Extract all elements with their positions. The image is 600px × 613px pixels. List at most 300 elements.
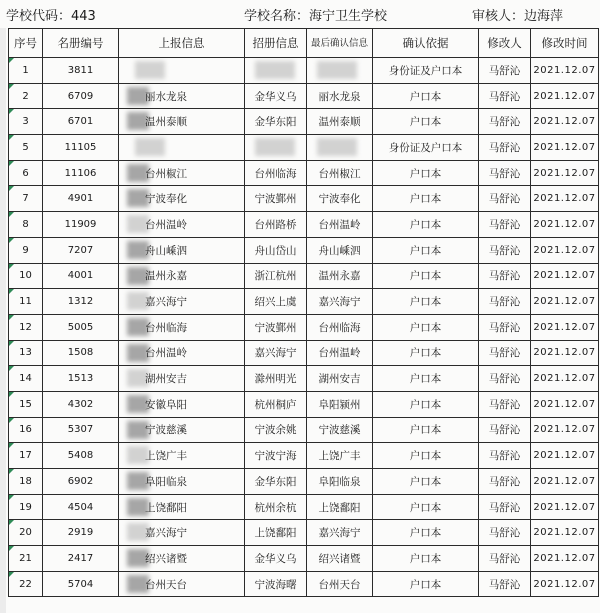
cell-reported-text: 台州天台 xyxy=(145,578,187,591)
cell-flag-icon xyxy=(9,84,14,89)
cell-confirmed[interactable] xyxy=(307,546,373,572)
cell-confirmed-text: 宁波慈溪 xyxy=(318,424,361,437)
cell-reg-no[interactable] xyxy=(43,571,119,597)
table-row xyxy=(9,546,599,572)
cell-date[interactable] xyxy=(531,135,599,161)
cell-seq-text: 11 xyxy=(19,296,32,308)
cell-seq-text: 1 xyxy=(22,64,29,76)
cell-editor[interactable] xyxy=(479,520,531,546)
cell-seq[interactable] xyxy=(9,237,43,263)
cell-reg-no[interactable] xyxy=(43,289,119,315)
cell-seq[interactable] xyxy=(9,546,43,572)
cell-editor[interactable] xyxy=(479,160,531,186)
cell-seq[interactable] xyxy=(9,212,43,238)
cell-editor[interactable] xyxy=(479,340,531,366)
cell-enroll[interactable] xyxy=(245,469,307,495)
cell-reg-no[interactable] xyxy=(43,391,119,417)
cell-basis-text: 身份证及户口本 xyxy=(388,64,463,77)
cell-enroll[interactable] xyxy=(245,212,307,238)
cell-confirmed[interactable] xyxy=(307,391,373,417)
cell-reg-no[interactable] xyxy=(43,109,119,135)
cell-enroll[interactable] xyxy=(245,391,307,417)
cell-reg-no[interactable] xyxy=(43,520,119,546)
cell-reported-text: 舟山嵊泗 xyxy=(145,244,187,257)
cell-basis[interactable] xyxy=(373,289,479,315)
cell-reported[interactable] xyxy=(119,417,245,443)
cell-date[interactable] xyxy=(531,443,599,469)
cell-basis-text: 户口本 xyxy=(409,501,442,514)
cell-reg-no[interactable] xyxy=(43,237,119,263)
cell-seq[interactable] xyxy=(9,160,43,186)
cell-seq-text: 20 xyxy=(19,527,32,539)
cell-reported-text: 台州椒江 xyxy=(145,167,187,180)
cell-enroll[interactable] xyxy=(245,83,307,109)
cell-seq[interactable] xyxy=(9,366,43,392)
cell-reported-text: 台州温岭 xyxy=(145,347,187,360)
cell-basis-text: 户口本 xyxy=(409,270,442,283)
cell-date[interactable] xyxy=(531,58,599,84)
cell-enroll-text: 金华东阳 xyxy=(254,116,297,129)
cell-reg-no-text: 5005 xyxy=(67,321,94,333)
cell-basis[interactable] xyxy=(373,83,479,109)
cell-enroll[interactable] xyxy=(245,546,307,572)
cell-date[interactable] xyxy=(531,237,599,263)
cell-editor[interactable] xyxy=(479,289,531,315)
cell-confirmed-text: 台州温岭 xyxy=(318,218,361,231)
cell-enroll[interactable] xyxy=(245,314,307,340)
cell-reported[interactable] xyxy=(119,443,245,469)
cell-confirmed[interactable] xyxy=(307,289,373,315)
cell-enroll-text: 嘉兴海宁 xyxy=(254,347,297,360)
cell-date[interactable] xyxy=(531,186,599,212)
cell-editor[interactable] xyxy=(479,212,531,238)
table-row xyxy=(9,109,599,135)
cell-enroll[interactable] xyxy=(245,263,307,289)
cell-confirmed-text: 湖州安吉 xyxy=(318,373,361,386)
cell-enroll-text: 浙江杭州 xyxy=(254,270,297,283)
cell-reported-text: 台州临海 xyxy=(145,321,187,334)
cell-editor-text: 马舒沁 xyxy=(488,475,521,488)
cell-reported[interactable] xyxy=(119,109,245,135)
cell-reported-text: 安徽阜阳 xyxy=(145,398,187,411)
cell-flag-icon xyxy=(9,58,14,63)
cell-seq[interactable] xyxy=(9,571,43,597)
cell-seq[interactable] xyxy=(9,469,43,495)
cell-enroll[interactable] xyxy=(245,160,307,186)
cell-enroll-text: 杭州桐庐 xyxy=(254,398,297,411)
cell-enroll-text: 舟山岱山 xyxy=(254,244,297,257)
cell-reg-no[interactable] xyxy=(43,314,119,340)
table-row xyxy=(9,135,599,161)
cell-flag-icon xyxy=(9,469,14,474)
cell-confirmed-text: 台州天台 xyxy=(318,578,361,591)
cell-editor-text: 马舒沁 xyxy=(488,64,521,77)
cell-date-text: 2021.12.07 xyxy=(533,475,596,487)
cell-confirmed[interactable] xyxy=(307,135,373,161)
col-header-editor[interactable]: 修改人 xyxy=(479,29,531,58)
cell-reg-no[interactable] xyxy=(43,135,119,161)
cell-confirmed[interactable] xyxy=(307,520,373,546)
cell-enroll[interactable] xyxy=(245,237,307,263)
cell-enroll[interactable] xyxy=(245,520,307,546)
cell-reg-no[interactable] xyxy=(43,263,119,289)
cell-date-text: 2021.12.07 xyxy=(533,424,596,436)
cell-date-text: 2021.12.07 xyxy=(533,218,596,230)
cell-date-text: 2021.12.07 xyxy=(533,270,596,282)
cell-confirmed[interactable] xyxy=(307,340,373,366)
cell-confirmed-text: 阜阳临泉 xyxy=(318,475,361,488)
table-row xyxy=(9,314,599,340)
table-row xyxy=(9,212,599,238)
cell-seq-text: 18 xyxy=(19,475,32,487)
cell-confirmed-text: 丽水龙泉 xyxy=(318,90,361,103)
cell-reported-text: 嘉兴海宁 xyxy=(145,296,187,309)
cell-date[interactable] xyxy=(531,263,599,289)
cell-reg-no[interactable] xyxy=(43,58,119,84)
col-header-basis[interactable]: 确认依据 xyxy=(373,29,479,58)
cell-confirmed[interactable] xyxy=(307,109,373,135)
cell-basis-text: 户口本 xyxy=(409,347,442,360)
cell-reg-no[interactable] xyxy=(43,494,119,520)
cell-date-text: 2021.12.07 xyxy=(533,450,596,462)
cell-seq-text: 19 xyxy=(19,501,32,513)
cell-editor-text: 马舒沁 xyxy=(488,527,521,540)
cell-date-text: 2021.12.07 xyxy=(533,193,596,205)
cell-enroll[interactable] xyxy=(245,135,307,161)
cell-reported[interactable] xyxy=(119,494,245,520)
cell-confirmed-text: 温州泰顺 xyxy=(318,116,361,129)
cell-seq[interactable] xyxy=(9,494,43,520)
cell-editor[interactable] xyxy=(479,314,531,340)
cell-editor[interactable] xyxy=(479,135,531,161)
cell-basis[interactable] xyxy=(373,135,479,161)
cell-seq-text: 6 xyxy=(22,167,29,179)
cell-confirmed-text: 嘉兴海宁 xyxy=(318,296,361,309)
cell-confirmed-text: 舟山嵊泗 xyxy=(318,244,361,257)
table-row xyxy=(9,443,599,469)
cell-flag-icon xyxy=(9,572,14,577)
cell-date-text: 2021.12.07 xyxy=(533,90,596,102)
cell-reported-text: 湖州安吉 xyxy=(145,373,187,386)
cell-date[interactable] xyxy=(531,520,599,546)
cell-reg-no-text: 4504 xyxy=(67,501,94,513)
cell-basis[interactable] xyxy=(373,109,479,135)
cell-editor[interactable] xyxy=(479,417,531,443)
redacted-block xyxy=(255,138,295,156)
col-header-confirmed[interactable]: 最后确认信息 xyxy=(307,29,373,58)
cell-date-text: 2021.12.07 xyxy=(533,116,596,128)
cell-seq-text: 2 xyxy=(22,90,29,102)
cell-enroll[interactable] xyxy=(245,494,307,520)
redacted-block xyxy=(317,138,357,156)
cell-reported[interactable] xyxy=(119,314,245,340)
table-header-row xyxy=(9,29,599,58)
col-header-reg-no[interactable]: 名册编号 xyxy=(43,29,119,58)
cell-seq-text: 15 xyxy=(19,398,32,410)
cell-reg-no[interactable] xyxy=(43,366,119,392)
cell-editor[interactable] xyxy=(479,366,531,392)
cell-confirmed[interactable] xyxy=(307,58,373,84)
cell-reported[interactable] xyxy=(119,263,245,289)
cell-basis[interactable] xyxy=(373,263,479,289)
cell-date-text: 2021.12.07 xyxy=(533,527,596,539)
sheet-header xyxy=(0,0,600,28)
cell-editor[interactable] xyxy=(479,58,531,84)
cell-basis-text: 户口本 xyxy=(409,475,442,488)
cell-reg-no[interactable] xyxy=(43,546,119,572)
cell-editor[interactable] xyxy=(479,237,531,263)
cell-confirmed-text: 阜阳颍州 xyxy=(318,398,361,411)
cell-reg-no[interactable] xyxy=(43,186,119,212)
table-row xyxy=(9,417,599,443)
col-header-seq[interactable]: 序号 xyxy=(9,29,43,58)
cell-reported[interactable] xyxy=(119,391,245,417)
cell-reported[interactable] xyxy=(119,289,245,315)
cell-editor-text: 马舒沁 xyxy=(488,501,521,514)
cell-enroll-text: 金华义乌 xyxy=(254,552,297,565)
cell-enroll-text: 台州路桥 xyxy=(254,218,297,231)
cell-flag-icon xyxy=(9,289,14,294)
cell-reported[interactable] xyxy=(119,237,245,263)
cell-basis[interactable] xyxy=(373,391,479,417)
cell-basis[interactable] xyxy=(373,469,479,495)
cell-reported[interactable] xyxy=(119,160,245,186)
cell-basis-text: 户口本 xyxy=(409,296,442,309)
cell-reg-no-text: 6709 xyxy=(67,90,94,102)
cell-seq[interactable] xyxy=(9,314,43,340)
cell-reported[interactable] xyxy=(119,366,245,392)
cell-date-text: 2021.12.07 xyxy=(533,398,596,410)
cell-enroll[interactable] xyxy=(245,340,307,366)
cell-seq[interactable] xyxy=(9,417,43,443)
reviewer: 审核人：边海萍 xyxy=(472,9,564,24)
redacted-name-block xyxy=(135,61,165,79)
cell-enroll[interactable] xyxy=(245,571,307,597)
cell-editor[interactable] xyxy=(479,571,531,597)
cell-reg-no-text: 3811 xyxy=(67,64,94,76)
cell-reg-no[interactable] xyxy=(43,160,119,186)
cell-seq[interactable] xyxy=(9,263,43,289)
cell-confirmed[interactable] xyxy=(307,494,373,520)
cell-basis-text: 户口本 xyxy=(409,167,442,180)
cell-reg-no-text: 11909 xyxy=(64,218,97,230)
cell-date[interactable] xyxy=(531,391,599,417)
cell-confirmed[interactable] xyxy=(307,366,373,392)
cell-date-text: 2021.12.07 xyxy=(533,296,596,308)
cell-date[interactable] xyxy=(531,494,599,520)
cell-basis[interactable] xyxy=(373,571,479,597)
cell-reported[interactable] xyxy=(119,520,245,546)
cell-reg-no-text: 6701 xyxy=(67,116,94,128)
cell-confirmed[interactable] xyxy=(307,263,373,289)
cell-editor[interactable] xyxy=(479,83,531,109)
cell-reported[interactable] xyxy=(119,58,245,84)
cell-date[interactable] xyxy=(531,366,599,392)
cell-seq-text: 9 xyxy=(22,244,29,256)
cell-reported-text: 温州泰顺 xyxy=(145,116,187,129)
cell-confirmed[interactable] xyxy=(307,469,373,495)
cell-seq[interactable] xyxy=(9,186,43,212)
cell-confirmed[interactable] xyxy=(307,571,373,597)
cell-date[interactable] xyxy=(531,212,599,238)
cell-basis[interactable] xyxy=(373,160,479,186)
cell-seq-text: 12 xyxy=(19,321,32,333)
cell-date[interactable] xyxy=(531,546,599,572)
cell-reported-text: 台州温岭 xyxy=(145,218,187,231)
cell-confirmed[interactable] xyxy=(307,237,373,263)
cell-date[interactable] xyxy=(531,109,599,135)
cell-basis-text: 户口本 xyxy=(409,193,442,206)
cell-basis[interactable] xyxy=(373,186,479,212)
cell-reported[interactable] xyxy=(119,186,245,212)
cell-seq-text: 3 xyxy=(22,116,29,128)
cell-basis-text: 户口本 xyxy=(409,398,442,411)
cell-basis[interactable] xyxy=(373,417,479,443)
cell-basis[interactable] xyxy=(373,494,479,520)
cell-confirmed-text: 温州永嘉 xyxy=(318,270,361,283)
cell-editor-text: 马舒沁 xyxy=(488,244,521,257)
cell-reported[interactable] xyxy=(119,212,245,238)
cell-editor[interactable] xyxy=(479,109,531,135)
cell-basis[interactable] xyxy=(373,520,479,546)
cell-enroll[interactable] xyxy=(245,109,307,135)
cell-reported[interactable] xyxy=(119,469,245,495)
cell-basis-text: 户口本 xyxy=(409,424,442,437)
cell-reg-no[interactable] xyxy=(43,443,119,469)
cell-date[interactable] xyxy=(531,160,599,186)
table-row xyxy=(9,160,599,186)
cell-reported[interactable] xyxy=(119,571,245,597)
cell-reg-no[interactable] xyxy=(43,212,119,238)
cell-editor[interactable] xyxy=(479,546,531,572)
cell-seq[interactable] xyxy=(9,135,43,161)
cell-confirmed[interactable] xyxy=(307,160,373,186)
cell-basis[interactable] xyxy=(373,546,479,572)
cell-editor[interactable] xyxy=(479,263,531,289)
cell-reg-no-text: 1508 xyxy=(67,347,94,359)
cell-date[interactable] xyxy=(531,469,599,495)
cell-enroll-text: 宁波鄞州 xyxy=(254,321,297,334)
cell-basis-text: 户口本 xyxy=(409,90,442,103)
cell-reg-no[interactable] xyxy=(43,83,119,109)
cell-reg-no-text: 4001 xyxy=(67,270,94,282)
cell-date-text: 2021.12.07 xyxy=(533,64,596,76)
cell-enroll[interactable] xyxy=(245,58,307,84)
cell-seq[interactable] xyxy=(9,83,43,109)
cell-date[interactable] xyxy=(531,289,599,315)
cell-editor-text: 马舒沁 xyxy=(488,450,521,463)
cell-seq[interactable] xyxy=(9,443,43,469)
cell-basis[interactable] xyxy=(373,58,479,84)
cell-confirmed[interactable] xyxy=(307,212,373,238)
cell-confirmed[interactable] xyxy=(307,83,373,109)
row-number-gutter xyxy=(0,28,6,613)
cell-confirmed-text: 上饶鄱阳 xyxy=(318,501,361,514)
cell-editor-text: 马舒沁 xyxy=(488,193,521,206)
cell-editor-text: 马舒沁 xyxy=(488,424,521,437)
cell-confirmed[interactable] xyxy=(307,417,373,443)
cell-basis[interactable] xyxy=(373,237,479,263)
cell-seq[interactable] xyxy=(9,289,43,315)
col-header-reported[interactable]: 上报信息 xyxy=(119,29,245,58)
cell-date[interactable] xyxy=(531,340,599,366)
cell-basis-text: 户口本 xyxy=(409,218,442,231)
cell-confirmed-text: 上饶广丰 xyxy=(318,450,361,463)
cell-editor[interactable] xyxy=(479,443,531,469)
cell-flag-icon xyxy=(9,212,14,217)
cell-date[interactable] xyxy=(531,314,599,340)
cell-confirmed[interactable] xyxy=(307,443,373,469)
cell-enroll[interactable] xyxy=(245,289,307,315)
cell-reported-text: 嘉兴海宁 xyxy=(145,527,187,540)
cell-reg-no[interactable] xyxy=(43,417,119,443)
cell-reg-no-text: 1312 xyxy=(67,296,94,308)
cell-basis[interactable] xyxy=(373,314,479,340)
cell-flag-icon xyxy=(9,161,14,166)
cell-reg-no[interactable] xyxy=(43,340,119,366)
cell-flag-icon xyxy=(9,109,14,114)
col-header-date[interactable]: 修改时间 xyxy=(531,29,599,58)
cell-flag-icon xyxy=(9,443,14,448)
cell-flag-icon xyxy=(9,135,14,140)
cell-basis-text: 户口本 xyxy=(409,116,442,129)
cell-enroll[interactable] xyxy=(245,417,307,443)
cell-reported[interactable] xyxy=(119,135,245,161)
cell-confirmed[interactable] xyxy=(307,186,373,212)
cell-seq[interactable] xyxy=(9,58,43,84)
cell-date-text: 2021.12.07 xyxy=(533,141,596,153)
cell-enroll-text: 上饶鄱阳 xyxy=(254,527,297,540)
cell-reported[interactable] xyxy=(119,83,245,109)
cell-editor[interactable] xyxy=(479,391,531,417)
cell-enroll[interactable] xyxy=(245,443,307,469)
cell-basis[interactable] xyxy=(373,366,479,392)
cell-flag-icon xyxy=(9,238,14,243)
cell-seq[interactable] xyxy=(9,520,43,546)
cell-editor[interactable] xyxy=(479,186,531,212)
cell-editor[interactable] xyxy=(479,494,531,520)
col-header-enroll[interactable]: 招册信息 xyxy=(245,29,307,58)
cell-basis[interactable] xyxy=(373,212,479,238)
cell-date[interactable] xyxy=(531,571,599,597)
cell-reported[interactable] xyxy=(119,546,245,572)
cell-reg-no[interactable] xyxy=(43,469,119,495)
cell-date[interactable] xyxy=(531,83,599,109)
table-row xyxy=(9,469,599,495)
cell-date[interactable] xyxy=(531,417,599,443)
cell-seq[interactable] xyxy=(9,109,43,135)
cell-reg-no-text: 5307 xyxy=(67,424,94,436)
cell-editor-text: 马舒沁 xyxy=(488,218,521,231)
cell-reported[interactable] xyxy=(119,340,245,366)
cell-basis-text: 户口本 xyxy=(409,450,442,463)
cell-basis-text: 身份证及户口本 xyxy=(388,141,463,154)
cell-seq-text: 17 xyxy=(19,450,32,462)
cell-seq[interactable] xyxy=(9,391,43,417)
cell-editor[interactable] xyxy=(479,469,531,495)
cell-confirmed[interactable] xyxy=(307,314,373,340)
cell-basis-text: 户口本 xyxy=(409,552,442,565)
cell-basis[interactable] xyxy=(373,443,479,469)
cell-basis[interactable] xyxy=(373,340,479,366)
cell-seq-text: 13 xyxy=(19,347,32,359)
cell-reg-no-text: 6902 xyxy=(67,475,94,487)
table-row xyxy=(9,340,599,366)
cell-enroll[interactable] xyxy=(245,186,307,212)
cell-flag-icon xyxy=(9,264,14,269)
cell-enroll[interactable] xyxy=(245,366,307,392)
cell-seq[interactable] xyxy=(9,340,43,366)
